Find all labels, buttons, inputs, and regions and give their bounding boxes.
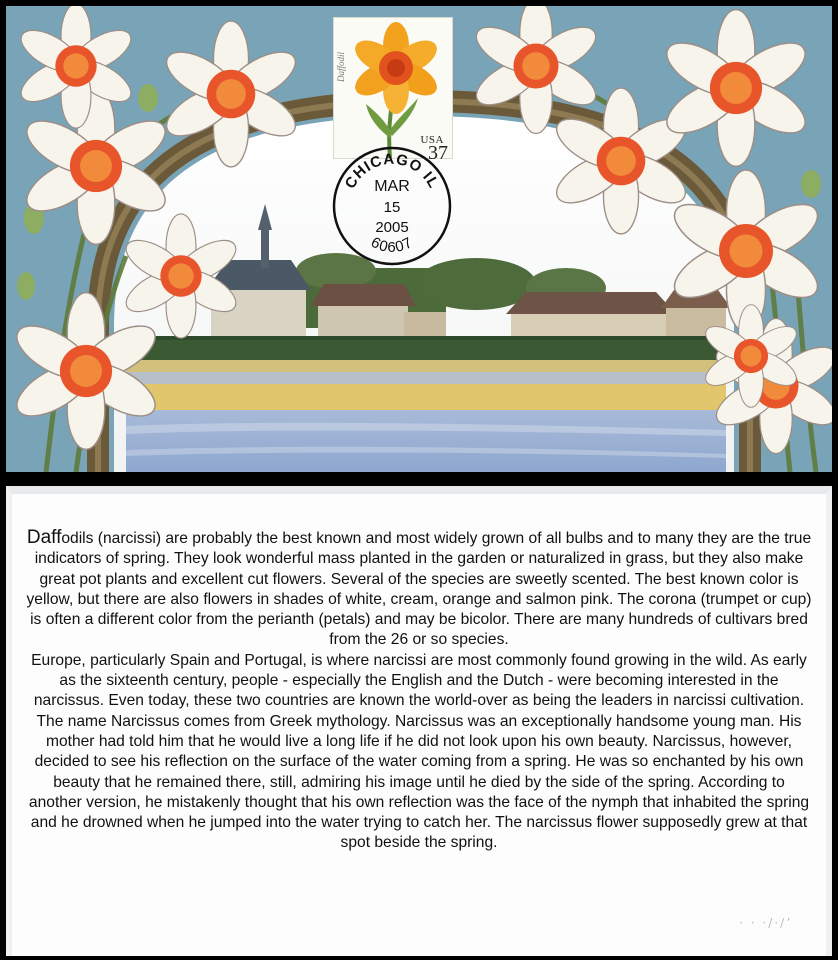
postmark-month: MAR <box>374 178 410 195</box>
paragraph-daffodils <box>26 528 812 651</box>
postmark-year: 2005 <box>375 219 409 236</box>
paragraph-europe: Europe, particularly Spain and Portugal, is where narcissi are most commonly found growing in the wild. As early as the sixteenth century, people - especially the English and the Dutch - were becoming interested in the narcissus. Even today, these two countries are known the world-over as being the leaders in narcissi cultivation. <box>31 651 807 710</box>
postcard-text-panel <box>6 486 832 956</box>
stamp-word: Daffodil <box>336 51 346 82</box>
postmark-city: CHICAGO IL <box>341 150 443 192</box>
lead-word: Daff <box>26 527 62 548</box>
postmark-zip: 60607 <box>368 233 416 256</box>
paragraph-mythology: The name Narcissus comes from Greek mythology. Narcissus was an exceptionally handsome young man. His mother had told him that he would live a long life if he did not look upon his own beauty. Narcissus, however, decided to see his reflection on the surface of the water coming from a spring. He was so enchanted by his own beauty that he remained there, still, admiring his image until he died by the side of the spring. According to another version, he mistakenly thought that his own reflection was the face of the nymph that inhabited the spring and he drowned when he jumped into the water trying to catch her. The narcissus flower supposedly grew at that spot beside the spring. <box>28 712 810 852</box>
description-text <box>26 528 812 854</box>
flower-fields <box>126 360 726 472</box>
postage-stamp <box>334 18 452 164</box>
stamp-country: USA <box>420 134 444 146</box>
postmark-day: 15 <box>383 199 401 216</box>
stamp-denomination: 37 <box>428 142 448 164</box>
postmark <box>330 144 454 268</box>
paragraph-daffodils-body: odils (narcissi) are probably the best known and most widely grown of all bulbs and to many they are the true indicators of spring. They look wonderful mass planted in the garden or naturalized in grass, but they also make great pot plants and excellent cut flowers. Several of the species are sweetly scented. The best known color is yellow, but there are also flowers in shades of white, cream, orange and salmon pink. The corona (trumpet or cup) is often a different color from the perianth (petals) and may be bicolor. There are many hundreds of cultivars bred from the 26 or so species. <box>26 530 812 649</box>
handwritten-mark: · · ·/·/ʼ <box>739 916 792 930</box>
svg-text:60607 <box>368 234 416 256</box>
